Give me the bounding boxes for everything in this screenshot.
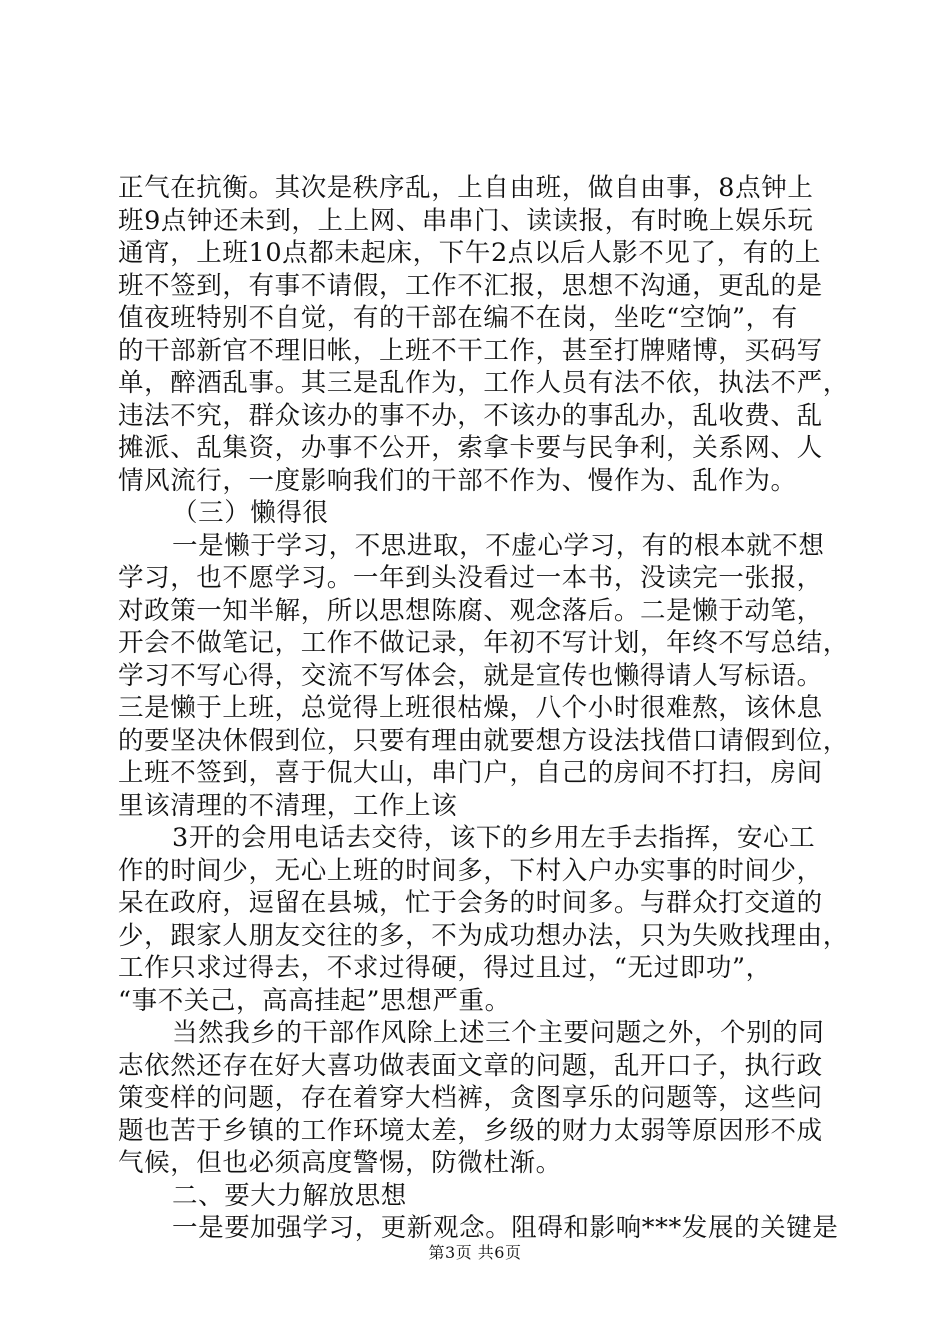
text-line: 班不签到，有事不请假，工作不汇报，思想不沟通，更乱的是 [118, 270, 823, 301]
text-line: 一是懒于学习，不思进取，不虚心学习，有的根本就不想 [172, 530, 825, 561]
text-line: 作的时间少，无心上班的时间多，下村入户办实事的时间少， [118, 855, 823, 886]
text-line: 三是懒于上班，总觉得上班很枯燥，八个小时很难熬，该休息 [118, 693, 823, 723]
text-line: 违法不究，群众该办的事不办，不该办的事乱办，乱收费、乱 [118, 400, 823, 431]
text-line: 呆在政府，逗留在县城，忙于会务的时间多。与群众打交道的 [118, 888, 823, 918]
text-line: 策变样的问题，存在着穿大档裤，贪图享乐的问题等，这些问 [118, 1083, 823, 1113]
text-line: 气候，但也必须高度警惕，防微杜渐。 [118, 1148, 562, 1178]
text-line: 少，跟家人朋友交往的多，不为成功想办法，只为失败找理由， [118, 920, 849, 951]
text-line: 志依然还存在好大喜功做表面文章的问题，乱开口子，执行政 [118, 1050, 823, 1081]
text-line: 3开的会用电话去交待，该下的乡用左手去指挥，安心工 [172, 823, 816, 853]
text-line: 正气在抗衡。其次是秩序乱，上自由班，做自由事，8点钟上 [118, 173, 814, 203]
page-footer: 第3页 共6页 [428, 1243, 522, 1262]
text-line: 的要坚决休假到位，只要有理由就要想方设法找借口请假到位， [118, 725, 849, 756]
text-line: 通宵，上班10点都未起床，下午2点以后人影不见了，有的上 [118, 238, 821, 268]
text-line: （三）懒得很 [172, 498, 329, 528]
text-line: 工作只求过得去，不求过得硬，得过且过，“无过即功”， [118, 953, 772, 983]
text-line: 二、要大力解放思想 [172, 1180, 407, 1211]
text-line: 当然我乡的干部作风除上述三个主要问题之外，个别的同 [172, 1018, 825, 1048]
text-line: 里该清理的不清理，工作上该 [118, 790, 458, 821]
text-line: 对政策一知半解，所以思想陈腐、观念落后。二是懒于动笔， [118, 595, 823, 626]
text-line: “事不关己，高高挂起”思想严重。 [118, 985, 511, 1016]
text-line: 单，醉酒乱事。其三是乱作为，工作人员有法不依，执法不严， [118, 368, 849, 398]
text-line: 题也苦于乡镇的工作环境太差，乡级的财力太弱等原因形不成 [118, 1115, 823, 1146]
text-line: 值夜班特别不自觉，有的干部在编不在岗，坐吃“空饷”，有 [118, 303, 798, 333]
text-line: 学习不写心得，交流不写体会，就是宣传也懒得请人写标语。 [118, 660, 823, 691]
text-line: 情风流行，一度影响我们的干部不作为、慢作为、乱作为。 [118, 465, 797, 496]
text-line: 学习，也不愿学习。一年到头没看过一本书，没读完一张报， [118, 563, 823, 593]
text-line: 开会不做笔记，工作不做记录，年初不写计划，年终不写总结， [118, 628, 849, 658]
text-line: 的干部新官不理旧帐，上班不干工作，甚至打牌赌博，买码写 [118, 335, 823, 366]
document-body [118, 172, 848, 1245]
text-line: 一是要加强学习，更新观念。阻碍和影响***发展的关键是 [172, 1213, 839, 1243]
text-line: 班9点钟还未到，上上网、串串门、读读报，有时晚上娱乐玩 [118, 205, 814, 236]
text-line: 摊派、乱集资，办事不公开，索拿卡要与民争利，关系网、人 [118, 433, 823, 463]
text-line: 上班不签到，喜于侃大山，串门户，自己的房间不打扫，房间 [118, 758, 823, 788]
